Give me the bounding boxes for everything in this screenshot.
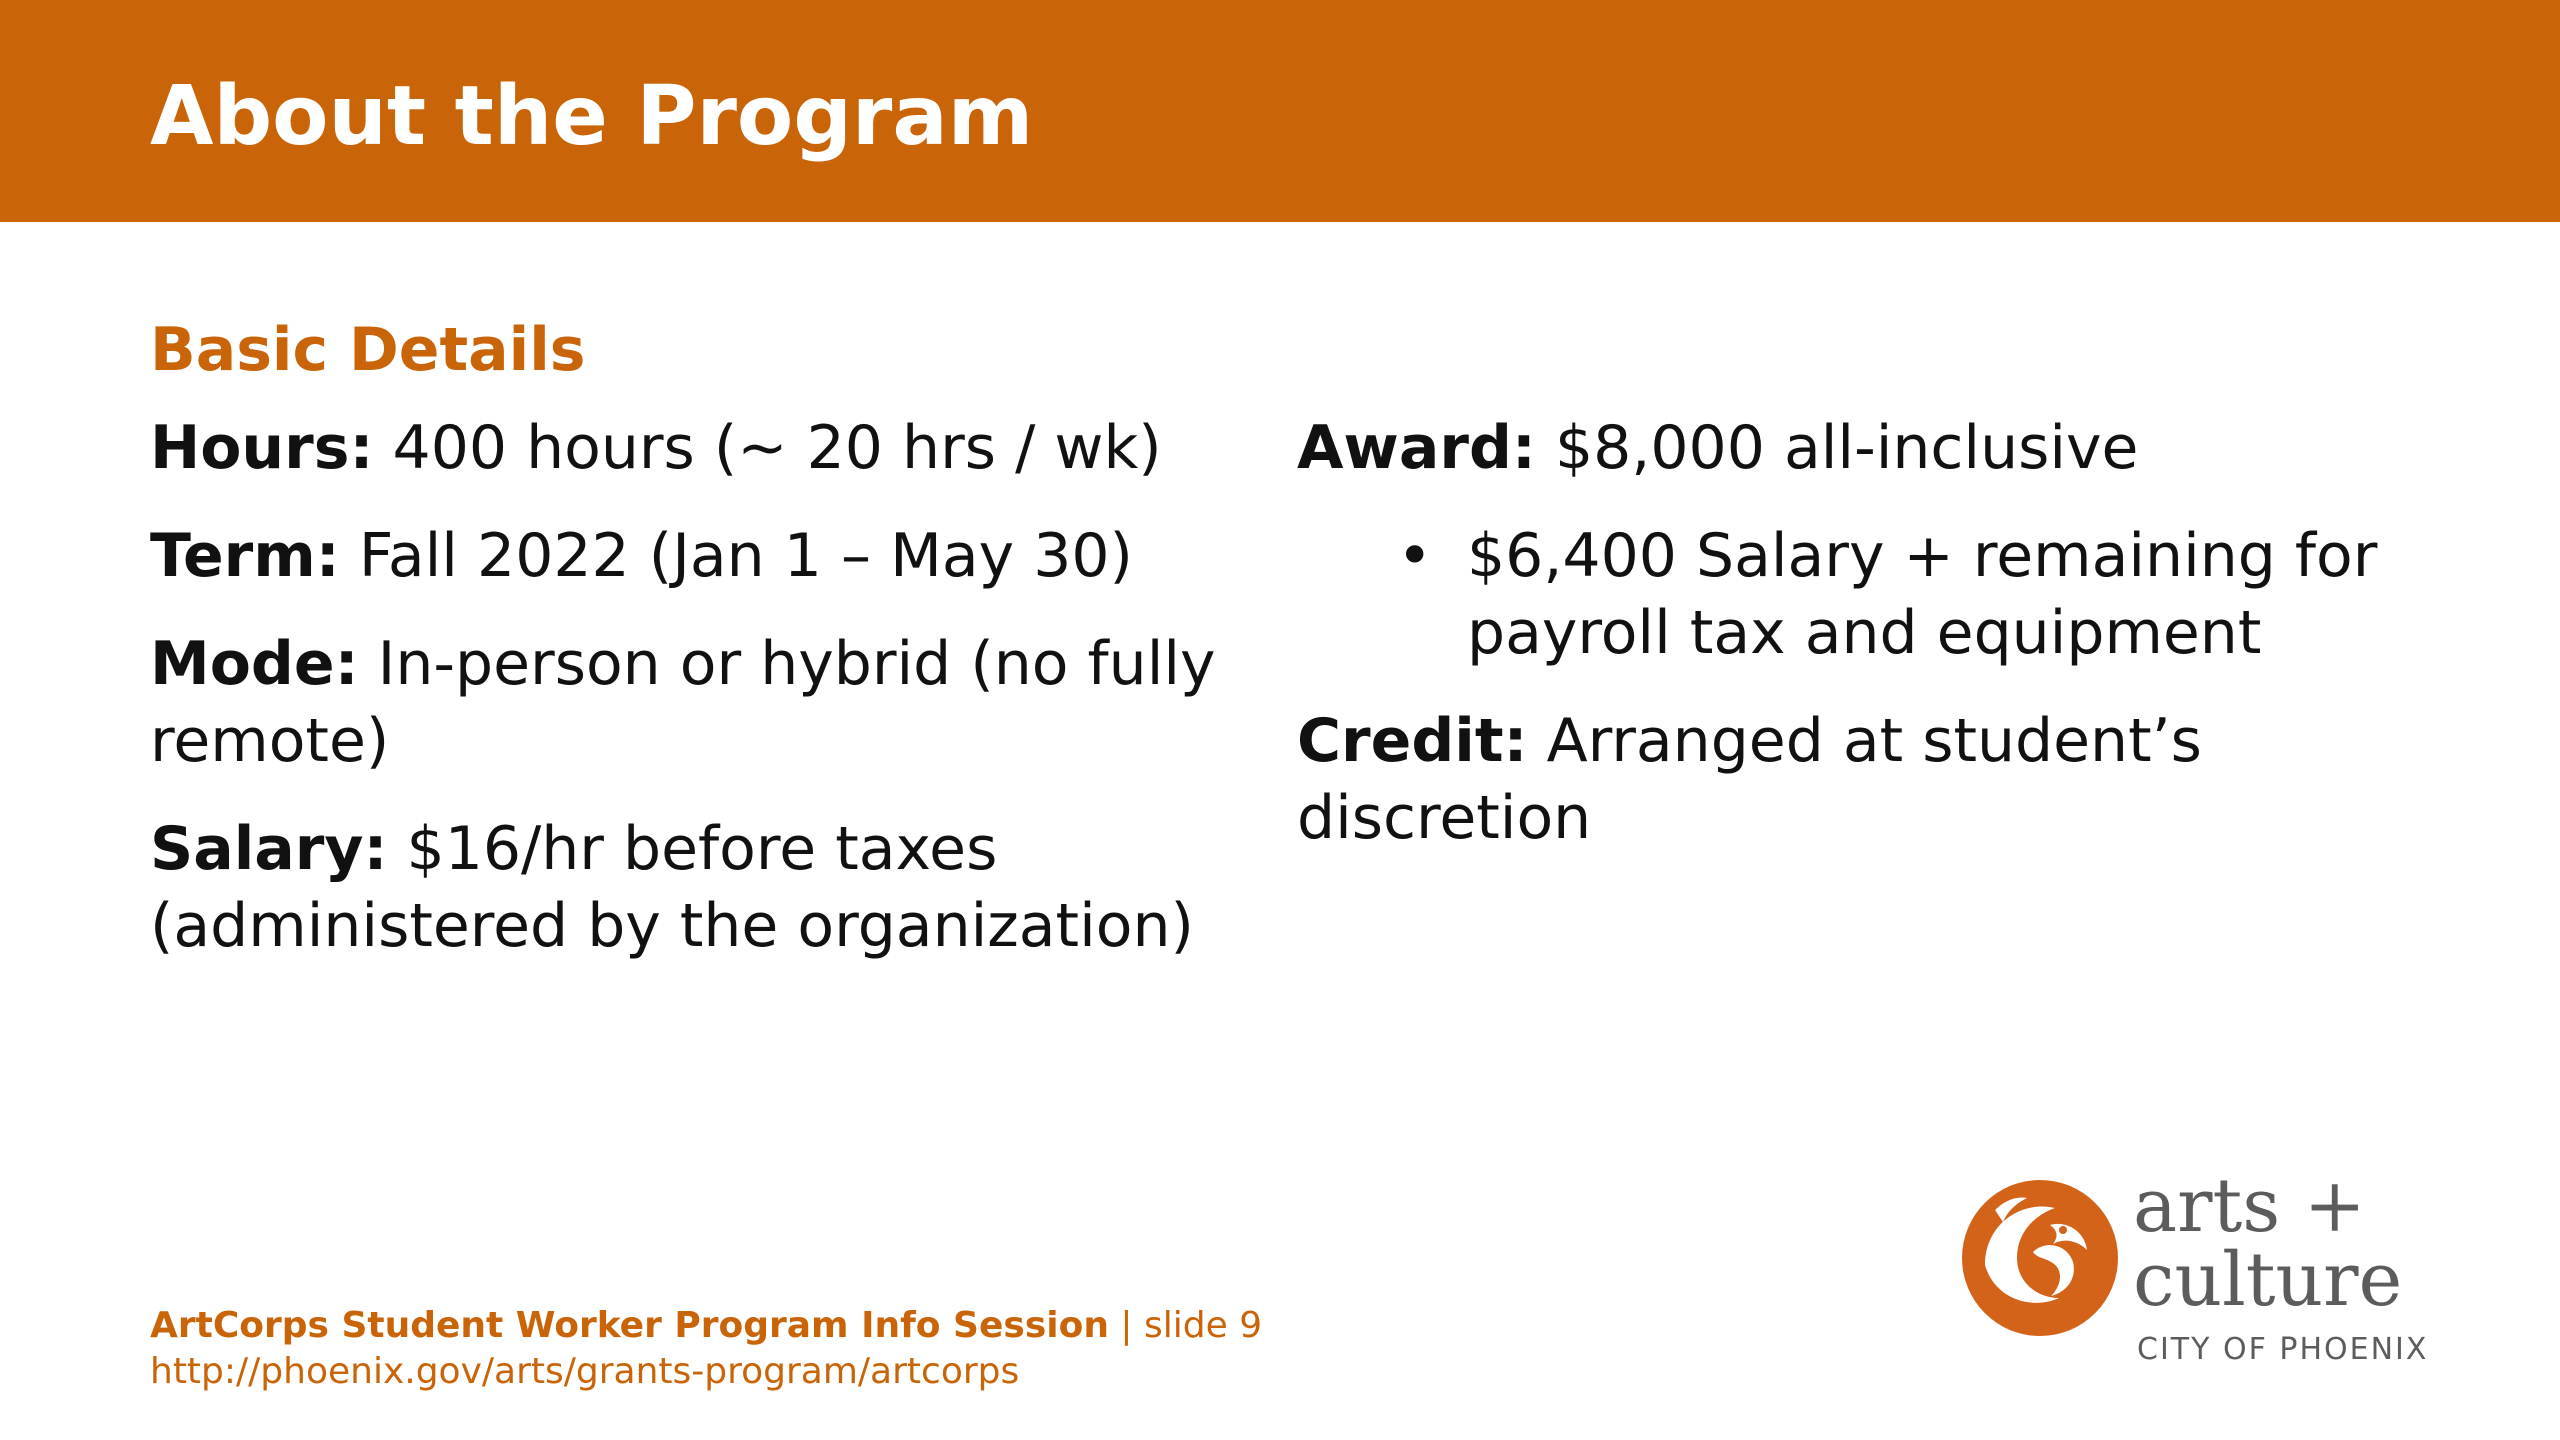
term-label: Term:	[150, 521, 340, 591]
detail-hours	[150, 410, 1230, 487]
bullet-marker: •	[1397, 521, 1433, 591]
detail-award	[1297, 410, 2447, 487]
mode-label: Mode:	[150, 629, 359, 699]
award-value: $8,000 all-inclusive	[1535, 413, 2139, 483]
term-value: Fall 2022 (Jan 1 – May 30)	[339, 521, 1133, 591]
slide-title: About the Program	[150, 69, 1034, 164]
section-heading: Basic Details	[150, 315, 586, 385]
footer-url[interactable]: http://phoenix.gov/arts/grants-program/artcorps	[150, 1351, 1020, 1392]
salary-label: Salary:	[150, 814, 388, 884]
hours-value: 400 hours (~ 20 hrs / wk)	[373, 413, 1162, 483]
award-label: Award:	[1297, 413, 1536, 483]
mode-value: In-person or hybrid (no fully remote)	[150, 629, 1216, 776]
detail-term	[150, 518, 1230, 595]
title-bar	[0, 0, 2560, 222]
logo-text-city: CITY OF PHOENIX	[2137, 1332, 2429, 1367]
right-column	[1297, 410, 2447, 888]
footer	[150, 1303, 1262, 1395]
footer-line-1	[150, 1303, 1262, 1349]
logo-text-arts: arts +	[2133, 1163, 2366, 1249]
detail-mode	[150, 626, 1230, 780]
award-breakdown-bullet	[1297, 518, 2447, 672]
hours-label: Hours:	[150, 413, 374, 483]
footer-slide-number: | slide 9	[1108, 1305, 1263, 1346]
detail-credit	[1297, 703, 2447, 857]
arts-culture-logo	[1955, 1163, 2445, 1380]
detail-salary	[150, 811, 1230, 965]
phoenix-bird-icon	[1955, 1170, 2125, 1340]
award-breakdown-text: $6,400 Salary + remaining for payroll tax and equipment	[1467, 521, 2378, 668]
salary-value: $16/hr before taxes (administered by the organization)	[150, 814, 1194, 961]
credit-value: Arranged at student’s discretion	[1297, 706, 2202, 853]
footer-program-title: ArtCorps Student Worker Program Info Session	[150, 1305, 1109, 1346]
credit-label: Credit:	[1297, 706, 1528, 776]
left-column	[150, 310, 1230, 996]
logo-text-culture: culture	[2133, 1237, 2403, 1323]
